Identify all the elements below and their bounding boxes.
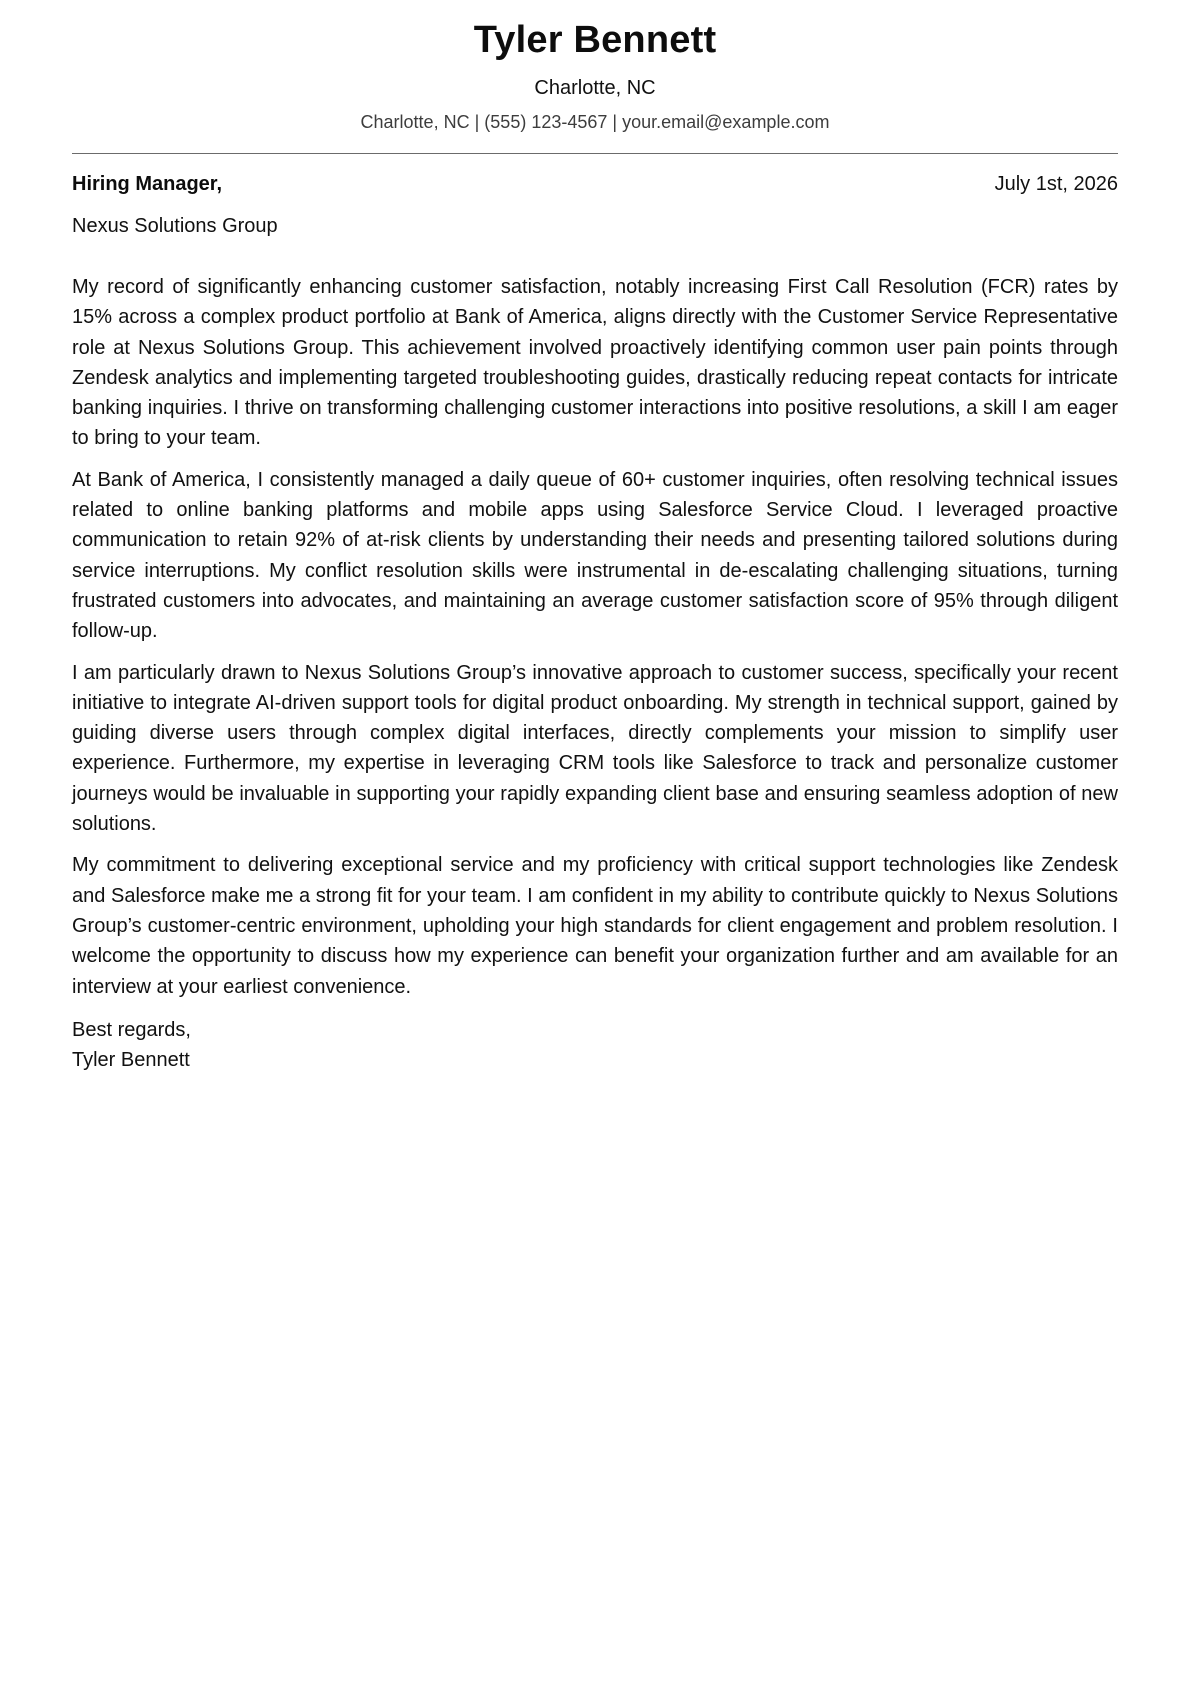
contact-separator: | — [612, 112, 618, 132]
body-paragraph: My commitment to delivering exceptional service and my proficiency with critical support technologies like Zendesk and Salesforce make me a strong fit for your team. I am confident in my ability to contribute quickly to Nexus Solutions Group’s customer-centric environment, upholding your high standards for client engagement and problem resolution. I welcome the opportunity to discuss how my experience can benefit your organization further and am available for an interview at your earliest convenience. — [72, 854, 1118, 998]
sender-name: Tyler Bennett — [473, 19, 717, 61]
contact-separator: | — [474, 112, 480, 132]
contact-email: your.email@example.com — [622, 112, 830, 132]
contact-line — [72, 109, 1118, 135]
recipient-date-row — [72, 170, 1118, 198]
contact-city: Charlotte, NC — [360, 112, 470, 132]
signature-name: Tyler Bennett — [72, 1048, 190, 1071]
closing-phrase: Best regards, — [72, 1018, 191, 1041]
body-paragraph: At Bank of America, I consistently managed a daily queue of 60+ customer inquiries, often resolving technical issues related to online banking platforms and mobile apps using Salesforce Service Cloud. I leveraged proactive communication to retain 92% of at-risk clients by understanding their needs and presenting tailored solutions during service interruptions. My conflict resolution skills were instrumental in de-escalating challenging situations, turning frustrated customers into advocates, and maintaining an average customer satisfaction score of 95% through diligent follow-up. — [72, 468, 1118, 643]
sender-location: Charlotte, NC — [534, 77, 656, 99]
header-divider — [72, 153, 1118, 154]
recipient-company: Nexus Solutions Group — [72, 215, 278, 237]
letter-header — [72, 0, 1118, 135]
letter-closing — [72, 1015, 1118, 1075]
letter-date: July 1st, 2026 — [994, 173, 1118, 195]
contact-phone: (555) 123-4567 — [484, 112, 608, 132]
body-paragraph: I am particularly drawn to Nexus Solutions Group’s innovative approach to customer success, specifically your recent initiative to integrate AI-driven support tools for digital product onboarding. My strength in technical support, gained by guiding diverse users through complex digital interfaces, directly complements your mission to simplify user experience. Furthermore, my expertise in leveraging CRM tools like Salesforce to track and personalize customer journeys would be invaluable in supporting your rapidly expanding client base and ensuring seamless adoption of new solutions. — [72, 661, 1118, 836]
recipient-salutation: Hiring Manager, — [72, 173, 223, 195]
body-paragraph: My record of significantly enhancing customer satisfaction, notably increasing First Call Resolution (FCR) rates by 15% across a complex product portfolio at Bank of America, aligns directly with the Customer Service Representative role at Nexus Solutions Group. This achievement involved proactively identifying common user pain points through Zendesk analytics and implementing targeted troubleshooting guides, drastically reducing repeat contacts for intricate banking inquiries. I thrive on transforming challenging customer interactions into positive resolutions, a skill I am eager to bring to your team. — [72, 276, 1118, 450]
letter-body — [72, 272, 1118, 1002]
